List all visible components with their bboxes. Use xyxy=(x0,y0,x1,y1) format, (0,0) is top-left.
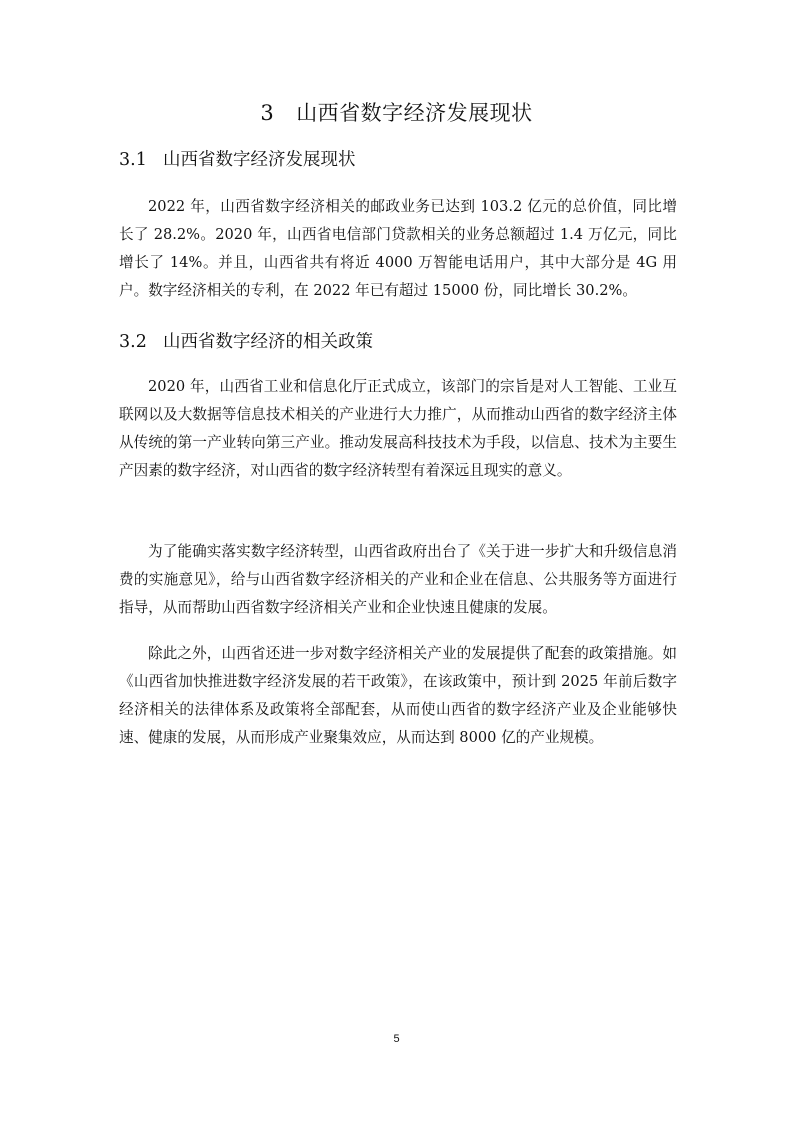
section-title: 山西省数字经济发展现状 xyxy=(163,150,356,170)
section-title: 山西省数字经济的相关政策 xyxy=(163,332,373,352)
section-heading-3-2 xyxy=(119,329,373,355)
section-heading-3-1 xyxy=(119,147,356,173)
section-number: 3.1 xyxy=(119,150,147,170)
paragraph: 除此之外，山西省还进一步对数字经济相关产业的发展提供了配套的政策措施。如《山西省加快推进数字经济发展的若干政策》，在该政策中，预计到 2025 年前后数字经济相关的法律体系及政策将全部配套，从而使山西省的数字经济产业及企业能够快速、健康的发展，从而形成产业聚集效应，从而达到 8000 亿的产业规模。 xyxy=(119,645,677,746)
section-number: 3.2 xyxy=(119,332,147,352)
chapter-number: 3 xyxy=(260,101,275,125)
page-number: 5 xyxy=(393,1033,400,1045)
chapter-title-text: 山西省数字经济发展现状 xyxy=(296,101,533,125)
chapter-title xyxy=(0,98,793,128)
paragraph: 为了能确实落实数字经济转型，山西省政府出台了《关于进一步扩大和升级信息消费的实施意见》，给与山西省数字经济相关的产业和企业在信息、公共服务等方面进行指导，从而帮助山西省数字经济相关产业和企业快速且健康的发展。 xyxy=(119,543,677,616)
paragraph: 2020 年，山西省工业和信息化厅正式成立，该部门的宗旨是对人工智能、工业互联网以及大数据等信息技术相关的产业进行大力推广，从而推动山西省的数字经济主体从传统的第一产业转向第三产业。推动发展高科技技术为手段，以信息、技术为主要生产因素的数字经济，对山西省的数字经济转型有着深远且现实的意义。 xyxy=(119,378,677,479)
paragraph: 2022 年，山西省数字经济相关的邮政业务已达到 103.2 亿元的总价值，同比增长了 28.2%。2020 年，山西省电信部门贷款相关的业务总额超过 1.4 万亿元，同比增长了 14%。并且，山西省共有将近 4000 万智能电话用户，其中大部分是 4G 用户。数字经济相关的专利，在 2022 年已有超过 15000 份，同比增长 30.2%。 xyxy=(119,198,677,299)
